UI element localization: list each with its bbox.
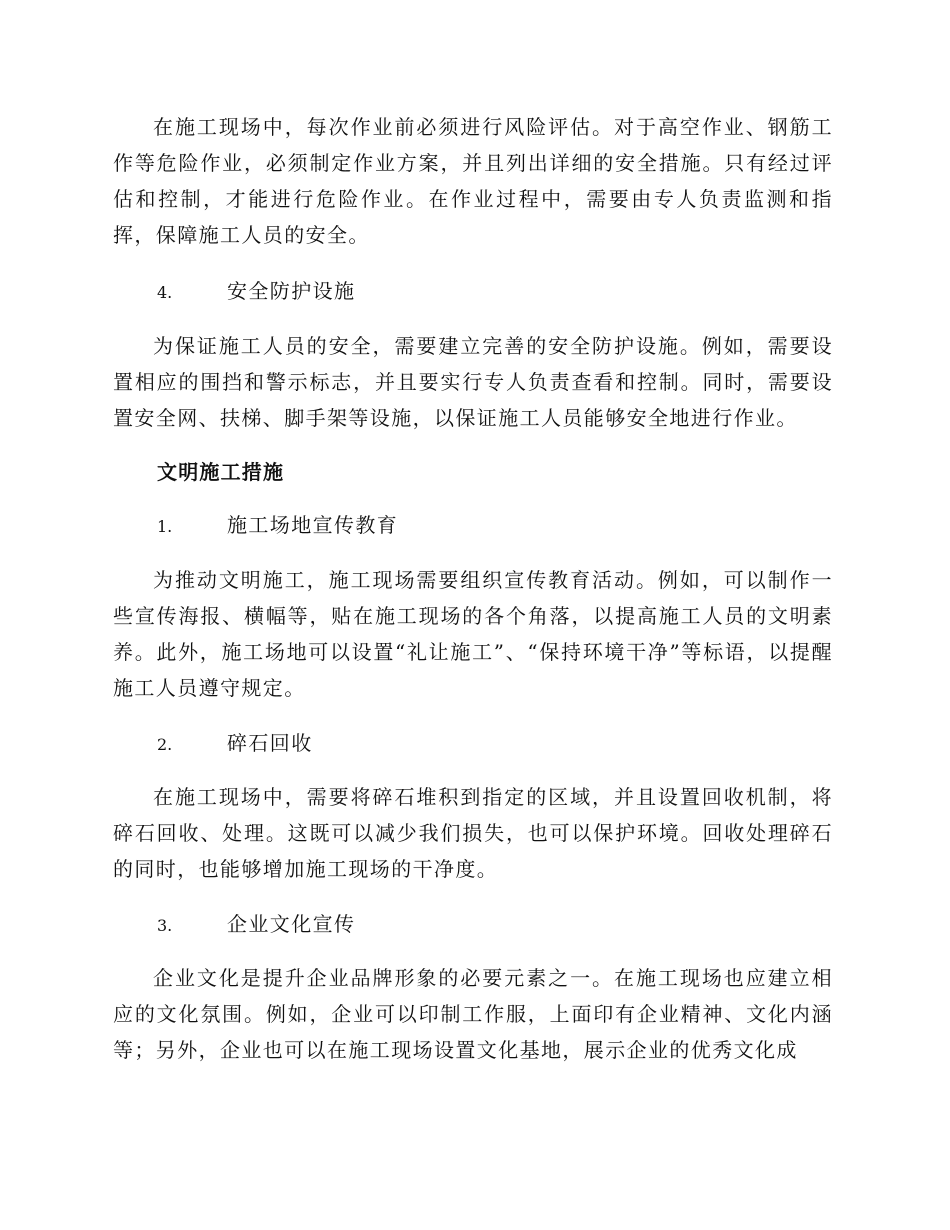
list-item-number: 4. [157,283,173,302]
list-item-title: 企业文化宣传 [227,912,356,936]
list-item-number: 1. [157,517,173,536]
paragraph-gravel-recycling: 在施工现场中，需要将碎石堆积到指定的区域，并且设置回收机制，将碎石回收、处理。这既可以减少我们损失，也可以保护环境。回收处理碎石的同时，也能够增加施工现场的干净度。 [113,785,833,881]
list-item-title: 施工场地宣传教育 [227,513,399,537]
list-item-number: 2. [157,735,173,754]
list-item-gravel-recycling [157,725,313,763]
paragraph-corporate-culture: 企业文化是提升企业品牌形象的必要元素之一。在施工现场也应建立相应的文化氛围。例如，企业可以印制工作服，上面印有企业精神、文化内涵等；另外，企业也可以在施工现场设置文化基地，展示企业的优秀文化成 [113,966,833,1062]
list-item-safety-facilities [157,273,355,311]
paragraph-risk-assessment: 在施工现场中，每次作业前必须进行风险评估。对于高空作业、钢筋工作等危险作业，必须制定作业方案，并且列出详细的安全措施。只有经过评估和控制，才能进行危险作业。在作业过程中，需要由专人负责监测和指挥，保障施工人员的安全。 [113,115,833,247]
list-item-publicity-education [157,507,398,545]
list-item-title: 安全防护设施 [227,279,356,303]
list-item-number: 3. [157,916,173,935]
section-heading-civilized-construction: 文明施工措施 [157,460,285,484]
paragraph-publicity-education: 为推动文明施工，施工现场需要组织宣传教育活动。例如，可以制作一些宣传海报、横幅等，贴在施工现场的各个角落，以提高施工人员的文明素养。此外，施工场地可以设置“礼让施工”、“保持环境干净”等标语，以提醒施工人员遵守规定。 [113,568,833,700]
list-item-title: 碎石回收 [227,731,313,755]
list-item-corporate-culture [157,906,355,944]
paragraph-safety-facilities: 为保证施工人员的安全，需要建立完善的安全防护设施。例如，需要设置相应的围挡和警示标志，并且要实行专人负责查看和控制。同时，需要设置安全网、扶梯、脚手架等设施，以保证施工人员能够安全地进行作业。 [113,334,833,430]
